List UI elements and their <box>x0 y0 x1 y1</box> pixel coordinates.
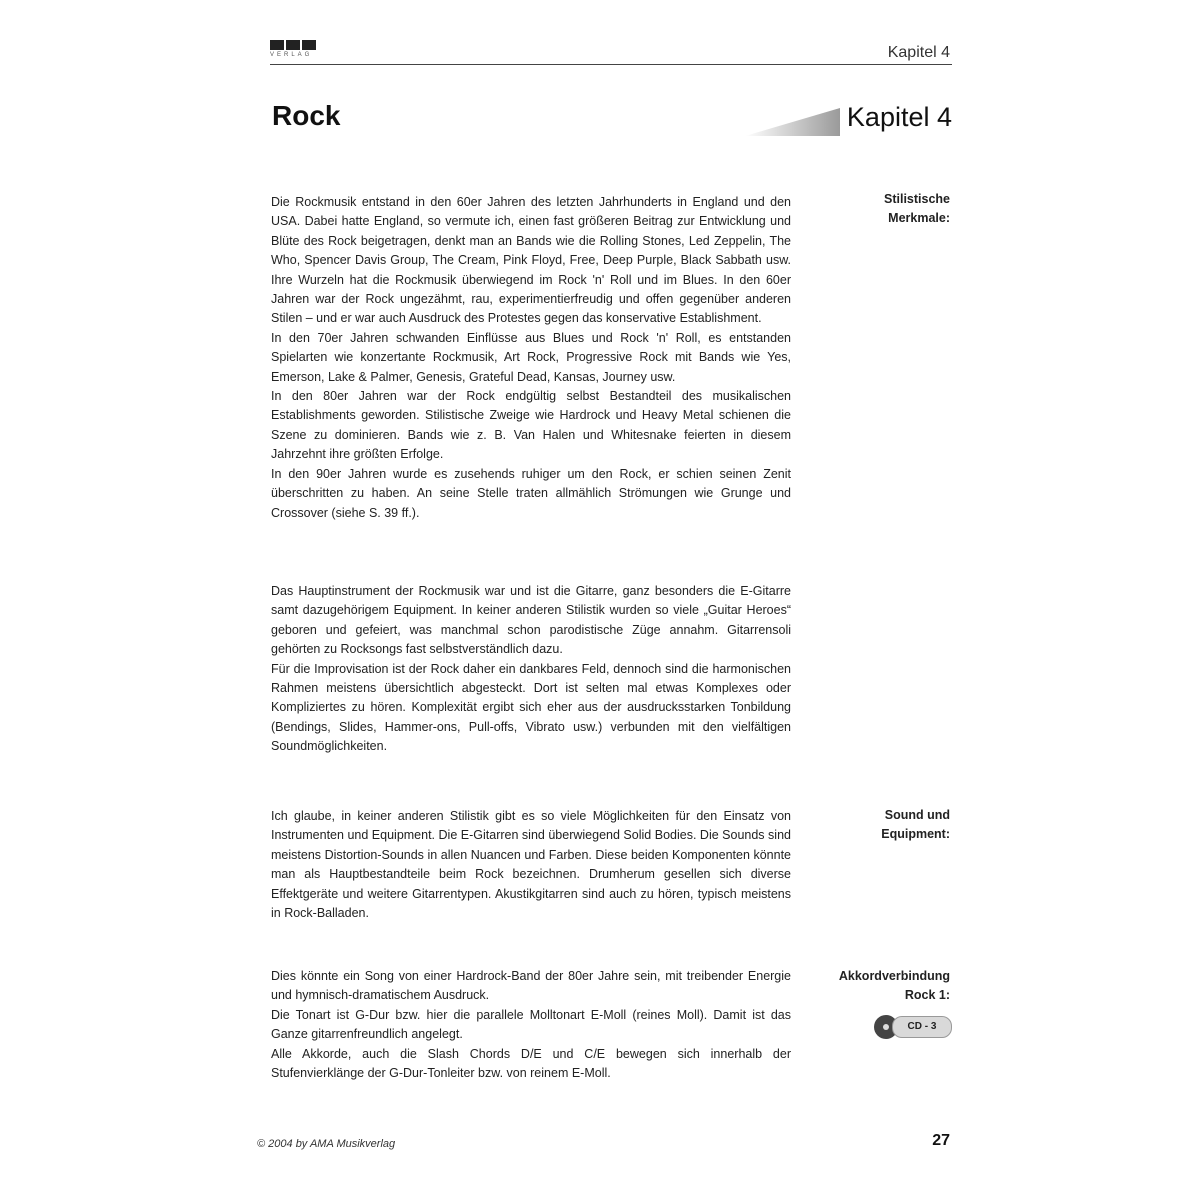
cd-track-label: CD - 3 <box>892 1016 952 1038</box>
header-rule <box>270 64 952 65</box>
footer-copyright: © 2004 by AMA Musikverlag <box>257 1138 396 1150</box>
paragraph: Dies könnte ein Song von einer Hardrock-Band der 80er Jahre sein, mit treibender Energie und hymnisch-dramatischem Ausdruck. <box>271 969 791 1003</box>
chapter-heading: Kapitel 4 <box>846 102 952 132</box>
paragraph: In den 90er Jahren wurde es zusehends ruhiger um den Rock, er schien seinen Zenit überschritten zu haben. An seine Stelle traten allmählich Strömungen wie Grunge und Crossover (siehe S. 39 ff.). <box>271 466 791 520</box>
page-number: 27 <box>932 1132 950 1149</box>
page-title: Rock <box>272 100 341 131</box>
paragraph: Alle Akkorde, auch die Slash Chords D/E und C/E bewegen sich innerhalb der Stufenvierklänge der G-Dur-Tonleiter bzw. von reinem E-Moll. <box>271 1046 791 1081</box>
side-label-text: Stilistische Merkmale: <box>884 192 950 225</box>
side-label-text: Sound und Equipment: <box>881 808 950 841</box>
paragraph: Die Tonart ist G-Dur bzw. hier die parallele Molltonart E-Moll (reines Moll). Damit ist das Ganze gitarrenfreundlich angelegt. <box>271 1007 791 1042</box>
cd-track-badge <box>872 1014 952 1042</box>
section-sound-und-equipment <box>271 807 791 923</box>
running-header-chapter: Kapitel 4 <box>887 44 950 61</box>
side-label-text: Akkordverbindung Rock 1: <box>838 969 950 1002</box>
section-gitarre <box>271 582 791 757</box>
paragraph: Das Hauptinstrument der Rockmusik war und ist die Gitarre, ganz besonders die E-Gitarre samt dazugehörigem Equipment. In keiner anderen Stilistik wurden so viele „Guitar Heroes“ geboren und gefeiert, was manchmal schon parodistische Züge annahm. Gitarrensoli gehörten zu Rocksongs fast selbstverständlich dazu. <box>271 584 791 657</box>
paragraph: In den 80er Jahren war der Rock endgültig selbst Bestandteil des musikalischen Establishments geworden. Stilistische Zweige wie Hardrock und Heavy Metal schienen die Szene zu dominieren. Bands wie z. B. Van Halen und Whitesnake feierten in diesem Jahrzehnt ihre größten Erfolge. <box>271 389 791 462</box>
publisher-logo <box>270 40 316 64</box>
section-stilistische-merkmale <box>271 193 791 523</box>
paragraph: Ich glaube, in keiner anderen Stilistik gibt es so viele Möglichkeiten für den Einsatz von Instrumenten und Equipment. Die E-Gitarren sind überwiegend Solid Bodies. Die Sounds sind meistens Distortion-Sounds in allen Nuancen und Farben. Diese beiden Komponenten könnte man als Hauptbestandteile beim Rock bezeichnen. Drumherum gesellen sich diverse Effektgeräte und weitere Gitarrentypen. Akustikgitarren sind auch zu hören, typisch meistens in Rock-Balladen. <box>271 809 791 921</box>
logo-subtitle: VERLAG <box>270 52 313 58</box>
chapter-wedge-graphic <box>745 108 840 136</box>
paragraph: Für die Improvisation ist der Rock daher ein dankbares Feld, dennoch sind die harmonischen Rahmen meistens übersichtlich abgesteckt. Dort ist selten mal etwas Komplexes oder Kompliziertes zu hören. Komplexität ergibt sich eher aus der ausdrucksstarken Tonbildung (Bendings, Slides, Hammer-ons, Pull-offs, Vibrato usw.) verbunden mit den vielfältigen Soundmöglichkeiten. <box>271 661 791 754</box>
paragraph: Die Rockmusik entstand in den 60er Jahren des letzten Jahrhunderts in England und den USA. Dabei hatte England, so vermute ich, einen fast größeren Beitrag zur Entwicklung und Blüte des Rock beigetragen, denkt man an Bands wie die Rolling Stones, Led Zeppelin, The Who, Spencer Davis Group, The Cream, Pink Floyd, Free, Deep Purple, Black Sabbath usw. Ihre Wurzeln hat die Rockmusik überwiegend im Rock 'n' Roll und im Blues. In den 60er Jahren war der Rock ungezähmt, rau, experimentierfreudig und offen gegenüber anderen Stilen – und er war auch Ausdruck des Protestes gegen das konservative Establishment. <box>271 195 791 326</box>
logo-blocks <box>270 40 316 50</box>
section-akkordverbindung <box>271 967 791 1083</box>
paragraph: In den 70er Jahren schwanden Einflüsse aus Blues und Rock 'n' Roll, es entstanden Spielarten wie konzertante Rockmusik, Art Rock, Progressive Rock mit Bands wie Yes, Emerson, Lake & Palmer, Genesis, Grateful Dead, Kansas, Journey usw. <box>271 330 791 384</box>
